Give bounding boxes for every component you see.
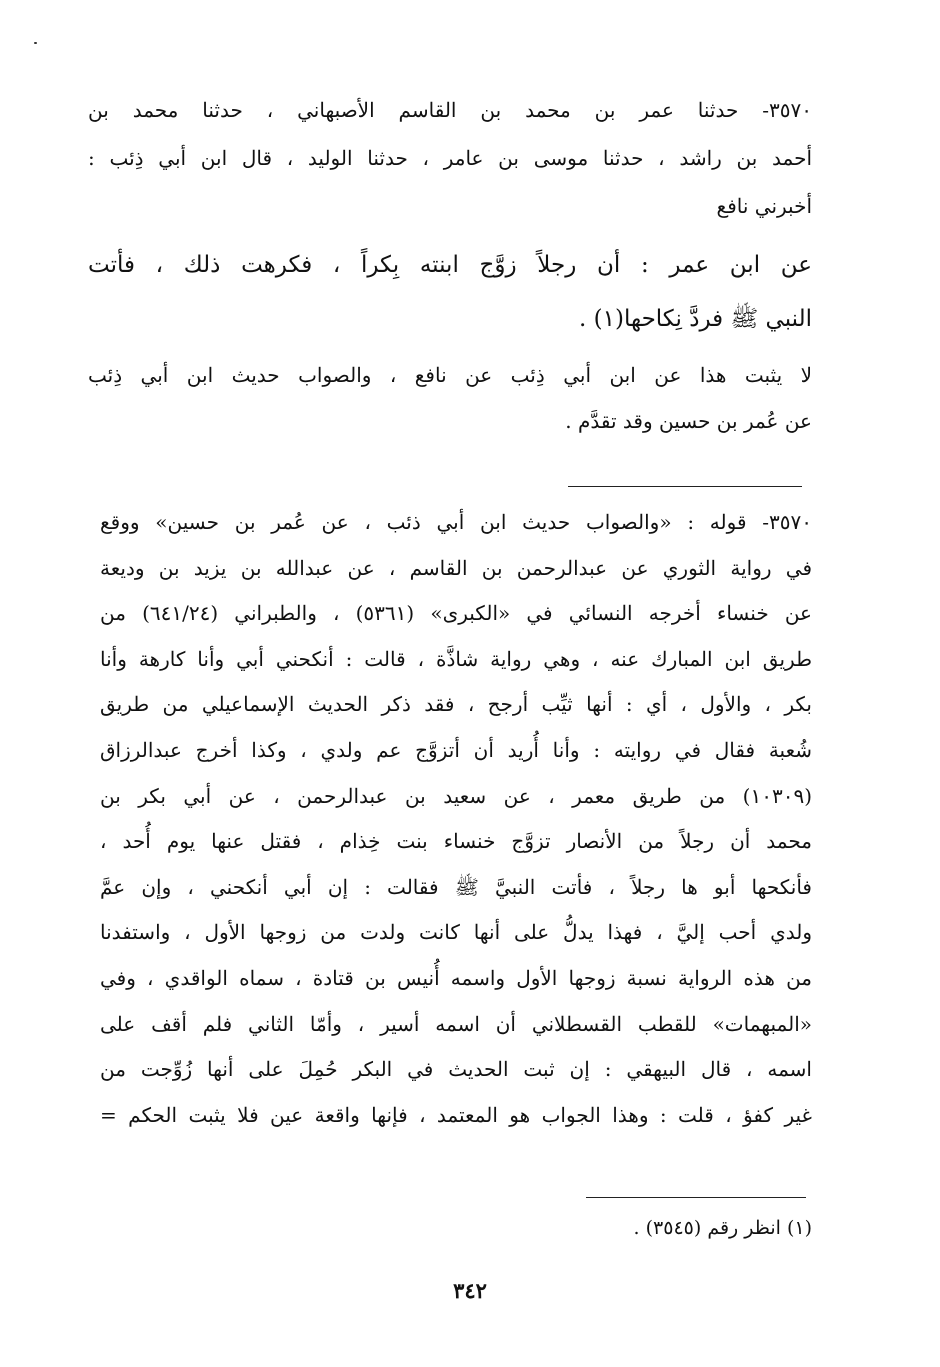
footnote: (١) انظر رقم (٣٥٤٥) . [633,1217,812,1239]
comment-line: عن عُمر بن حسين وقد تقدَّم . [565,409,812,433]
comment-line: لا يثبت هذا عن ابن أبي ذِئب عن نافع ، والصواب حديث ابن أبي ذِئب [88,363,812,387]
commentary-line: اسمه ، قال البيهقي : إن ثبت الحديث في البكر حُمِلَ على أنها زُوِّجت من [100,1057,812,1082]
isnad-line: ٣٥٧٠- حدثنا عمر بن محمد بن القاسم الأصبهاني ، حدثنا محمد بن [88,98,812,122]
matn-line: النبي ﷺ فردَّ نِكاحها(١) . [579,306,812,332]
commentary-line: محمد أن رجلاً من الأنصار تزوَّج خنساء بنت خِذام ، فقتل عنها يوم أُحد ، [100,829,812,854]
commentary-line: عن خنساء أخرجه النسائي في «الكبرى» (٥٣٦١) ، والطبراني (٦٤١/٢٤) من [100,601,812,626]
commentary-line: ٣٥٧٠- قوله : «والصواب حديث ابن أبي ذئب ، عن عُمر بن حسين» ووقع [100,510,812,534]
commentary-line: من هذه الرواية نسبة زوجها الأول واسمه أُنيس بن قتادة ، سماه الواقدي ، وفي [100,965,812,990]
commentary-line: طريق ابن المبارك عنه ، وهي رواية شاذَّة ، قالت : أنكحني أبي وأنا كارهة وأنا [100,646,812,671]
scan-speck [34,42,37,44]
isnad-line: أخبرني نافع [716,194,812,218]
hadith-isnad [88,86,812,230]
hadith-matn [88,238,812,346]
commentary-line: بكر ، والأول ، أي : أنها ثيِّب أرجح ، فقد ذكر الحديث الإسماعيلي من طريق [100,692,812,717]
commentary-section [100,500,812,1138]
main-text [88,86,812,444]
commentary-separator [568,486,802,487]
commentary-line: شُعبة فقال في روايته : وأنا أُريد أن أتزوَّج عم ولدي ، وكذا أخرج عبدالرزاق [100,737,812,762]
isnad-line: أحمد بن راشد ، حدثنا موسى بن عامر ، حدثنا الوليد ، قال ابن أبي ذِئب : [88,146,812,170]
commentary-line: ولدي أحب إليَّ ، فهذا يدلُّ على أنها كانت ولدت من زوجها الأول ، واستفدنا [100,920,812,945]
commentary-line: فأنكحها أبو ها رجلاً ، فأتت النبيَّ ﷺ فقالت : إن أبي أنكحني ، وإن عمَّ [100,874,812,899]
author-comment [88,352,812,444]
commentary-line: «المبهمات» للقطب القسطلاني أن اسمه أسير ، وأمّا الثاني فلم أقف على [100,1011,812,1036]
commentary-line: (١٠٣٠٩) من طريق معمر ، عن سعيد بن عبدالرحمن ، عن أبي بكر بن [100,783,812,808]
commentary-line: غير كفؤ ، قلت : وهذا الجواب هو المعتمد ، فإنها واقعة عين فلا يثبت الحكم = [100,1102,812,1127]
page-number: ٣٤٢ [453,1278,487,1303]
matn-line: عن ابن عمر : أن رجلاً زوَّج ابنته بِكراً ، فكرهت ذلك ، فأتت [88,252,812,278]
commentary-line: في رواية الثوري عن عبدالرحمن بن القاسم ، عن عبدالله بن يزيد بن وديعة [100,555,812,580]
footnote-separator [586,1197,806,1198]
